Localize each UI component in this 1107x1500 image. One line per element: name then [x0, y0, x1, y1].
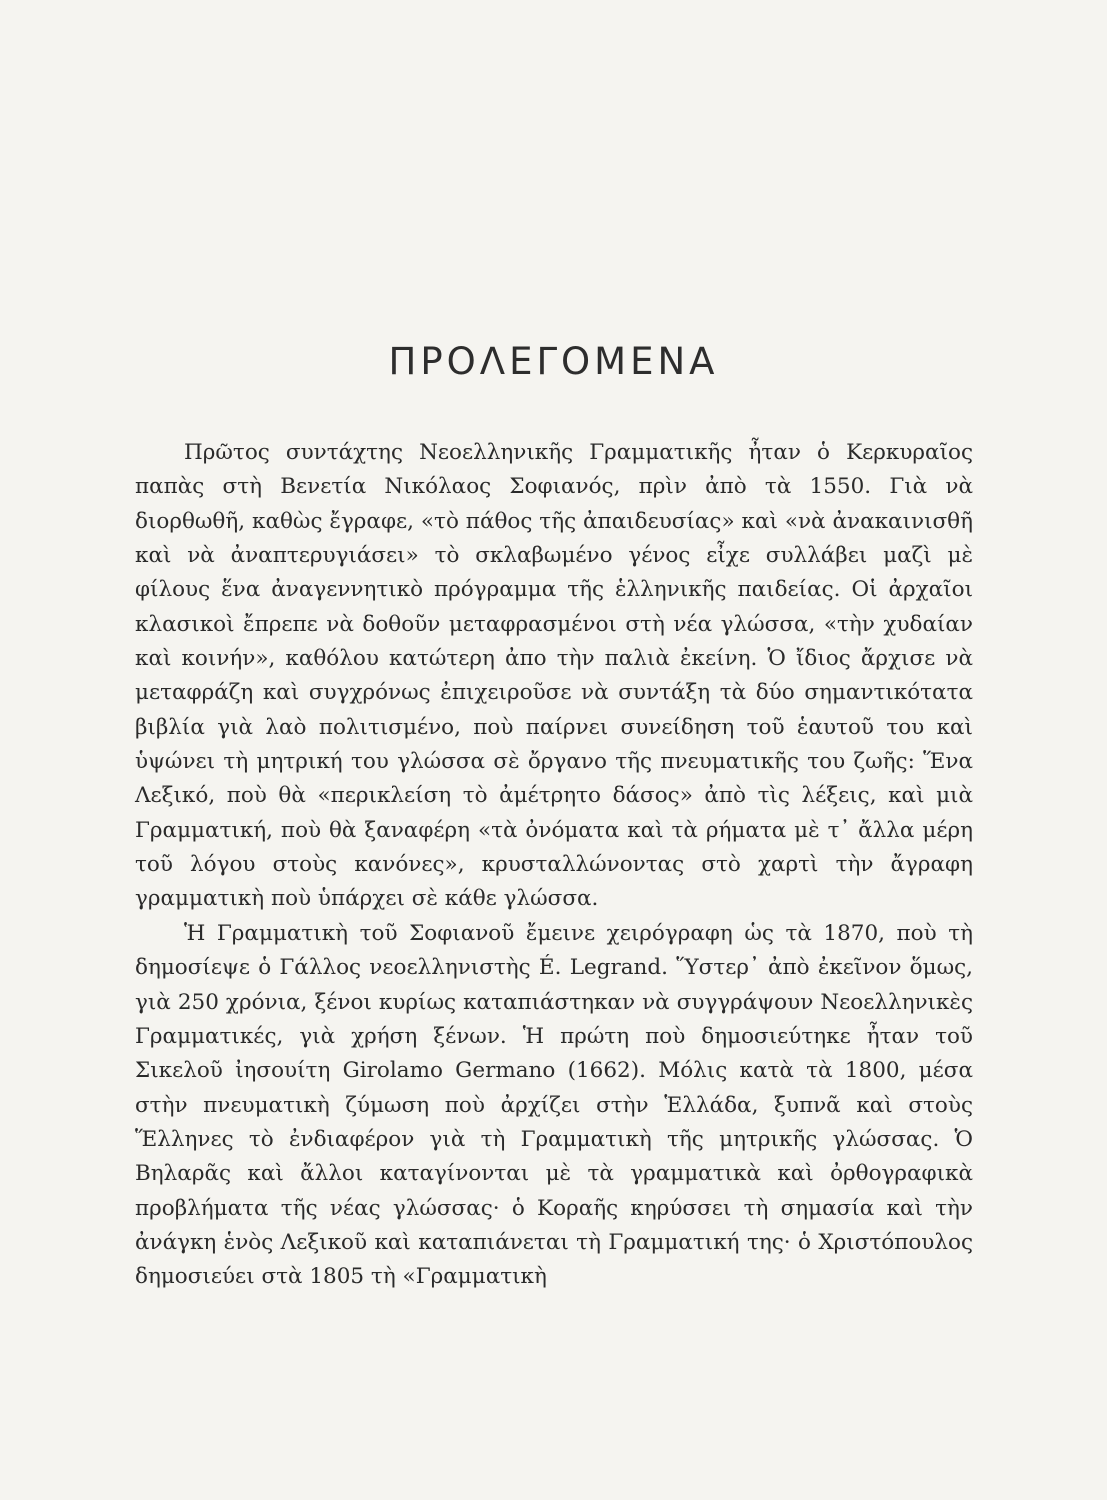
page-title: ΠΡΟΛΕΓΟΜΕΝΑ — [388, 340, 719, 383]
body-text — [135, 436, 973, 1295]
paragraph-1: Πρῶτος συντάχτης Νεοελληνικῆς Γραμματικῆς ἦταν ὁ Κερκυραῖος παπὰς στὴ Βενετία Νικόλαος Σοφιανός, πρὶν ἀπὸ τὰ 1550. Γιὰ νὰ διορθωθῆ, καθὼς ἔγραφε, «τὸ πάθος τῆς ἀπαιδευσίας» καὶ «νὰ ἀνακαινισθῆ καὶ νὰ ἀναπτερυγιάσει» τὸ σκλαβωμένο γένος εἶχε συλλάβει μαζὶ μὲ φίλους ἕνα ἀναγεννητικὸ πρόγραμμα τῆς ἑλληνικῆς παιδείας. Οἱ ἀρχαῖοι κλασικοὶ ἔπρεπε νὰ δοθοῦν μεταφρασμένοι στὴ νέα γλώσσα, «τὴν χυδαίαν καὶ κοινήν», καθόλου κατώτερη ἀπο τὴν παλιὰ ἐκείνη. Ὁ ἴδιος ἄρχισε νὰ μεταφράζη καὶ συγχρόνως ἐπιχειροῦσε νὰ συντάξη τὰ δύο σημαντικότατα βιβλία γιὰ λαὸ πολιτισμένο, ποὺ παίρνει συνείδηση τοῦ ἑαυτοῦ του καὶ ὑψώνει τὴ μητρική του γλώσσα σὲ ὄργανο τῆς πνευματικῆς του ζωῆς: Ἕνα Λεξικό, ποὺ θὰ «περικλείση τὸ ἀμέτρητο δάσος» ἀπὸ τὶς λέξεις, καὶ μιὰ Γραμματική, ποὺ θὰ ξαναφέρη «τὰ ὀνόματα καὶ τὰ ρήματα μὲ τ᾿ ἄλλα μέρη τοῦ λόγου στοὺς κανόνες», κρυσταλλώνοντας στὸ χαρτὶ τὴν ἄγραφη γραμματικὴ ποὺ ὑπάρχει σὲ κάθε γλώσσα. — [135, 440, 973, 912]
paragraph-2: Ἡ Γραμματικὴ τοῦ Σοφιανοῦ ἔμεινε χειρόγραφη ὡς τὰ 1870, ποὺ τὴ δημοσίεψε ὁ Γάλλος νεοελληνιστὴς É. Legrand. Ὕστερ᾿ ἀπὸ ἐκεῖνον ὅμως, γιὰ 250 χρόνια, ξένοι κυρίως καταπιάστηκαν νὰ συγγράψουν Νεοελληνικὲς Γραμματικές, γιὰ χρήση ξένων. Ἡ πρώτη ποὺ δημοσιεύτηκε ἦταν τοῦ Σικελοῦ ἰησουίτη Girolamo Germano (1662). Μόλις κατὰ τὰ 1800, μέσα στὴν πνευματικὴ ζύμωση ποὺ ἀρχίζει στὴν Ἑλλάδα, ξυπνᾶ καὶ στοὺς Ἕλληνες τὸ ἐνδιαφέρον γιὰ τὴ Γραμματικὴ τῆς μητρικῆς γλώσσας. Ὁ Βηλαρᾶς καὶ ἄλλοι καταγίνονται μὲ τὰ γραμματικὰ καὶ ὀρθογραφικὰ προβλήματα τῆς νέας γλώσσας· ὁ Κοραῆς κηρύσσει τὴ σημασία καὶ τὴν ἀνάγκη ἑνὸς Λεξικοῦ καὶ καταπιάνεται τὴ Γραμματική της· ὁ Χριστόπουλος δημοσιεύει στὰ 1805 τὴ «Γραμματικὴ — [135, 920, 973, 1290]
